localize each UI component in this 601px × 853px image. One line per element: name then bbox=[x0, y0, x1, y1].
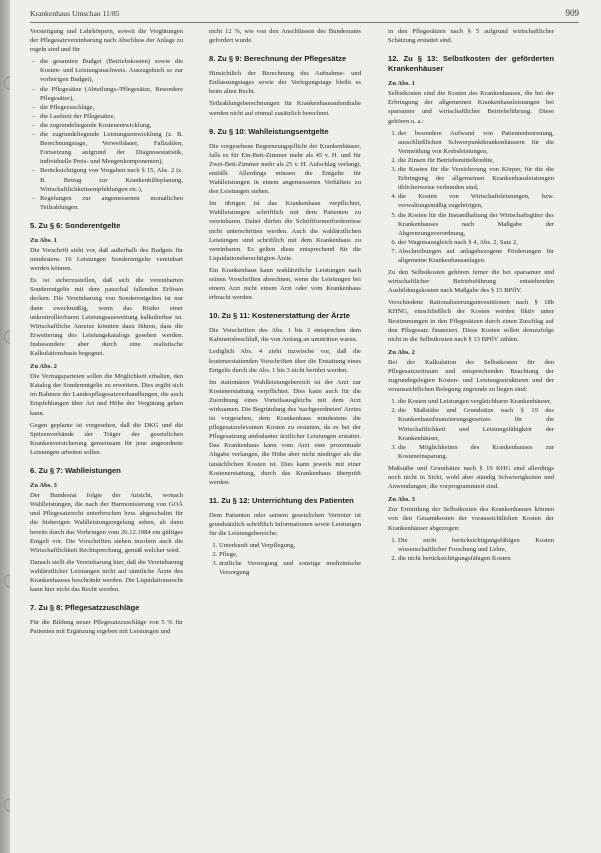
list-item: – Regelungen zur angemessenen monatlichen Teilzahlungen. bbox=[40, 194, 183, 212]
paragraph: Zur Ermittlung der Selbstkosten des Krankenhauses können von den Gesamtkosten der voraussichtlichen Kosten der Krankenhäuser abgezogen: bbox=[388, 506, 554, 532]
list-item: 1. der besondere Aufwand von Patientenbetreuung, ausschließlichen Schwerpunktkrankenhäusern für die Vermeidung von Krebsleistungen, bbox=[398, 129, 554, 156]
paragraph: Zu den Selbstkosten gehören ferner die bei sparsamer und wirtschaftlicher Betriebsführung entstehenden Ausbildungskosten nach Maßgabe des § 15 BPflV. bbox=[388, 269, 554, 295]
list-item: 2. die Maßstäbe und Grundsätze nach § 19 des Krankenhausfinanzierungsgesetzes für die Wirtschaftlichkeit und Leistungsfähigkeit der Krankenhäuser, bbox=[398, 406, 554, 442]
paragraph: Bei der Kalkulation der Selbstkosten für den Pflegesatzzeitraum und entsprechenden Beachtung der zugrundegelegten Kosten- und Leistungsstrukturen und der voraussichtlichen Belegung zugrunde zu liegen sind: bbox=[388, 358, 554, 394]
subheading: Zu Abs. 2 bbox=[30, 363, 57, 371]
paragraph: Dem Patienten oder seinem gesetzlichen Vertreter ist grundsätzlich schriftlich Informationen sowie Leistungen für die Leistungsbereiche: bbox=[209, 511, 361, 538]
section-heading: 12. Zu § 13: Selbstkosten der geförderten Krankenhäuser bbox=[388, 54, 554, 74]
list-item: 2. Pflege, bbox=[219, 550, 361, 559]
paragraph: Es ist sicherzustellen, daß sich die vereinbarten Sonderentgelte mit dem pauschal fallenden Erlösen decken. Die Vereinbarung von Sonderentgelten ist nur dann zweckmäßig, wenn das Risiko einer unkontrollierbaren Leistungsausweitung kalkulierbar ist. Wirtschaftliche Anreize könnten dazu führen, dass die Erweiterung des Leistungskatalogs gesehen werden. Insbesondere aber durch eine realistische Kalkulationsbasis begegnet. bbox=[30, 277, 183, 357]
subheading: Zu Abs. 1 bbox=[30, 236, 57, 244]
paragraph: nicht 12 %, wie von den Anschlüssen des Bundesrates gefordert wurde. bbox=[209, 28, 361, 45]
subheading: Zu Abs. 3 bbox=[388, 496, 415, 504]
numbered-list bbox=[388, 129, 554, 265]
list-item: – die Pflegezuschläge, bbox=[40, 103, 183, 112]
paragraph: Verschiedene Rationalisierungsinvestitionen nach § 18b KHNG, einschließlich der Kosten werden fiktiv unter Bestimmungen in den Pflegesätzen durch einen Zuschlag auf den Pflegesatz finanziert. Diese Kosten sollen demzufolge nicht in die Selbstkosten nach § 13 BPflV zählen. bbox=[388, 299, 554, 343]
paragraph: Verstetigung und Lehrkörpern, soweit die Vergütungen der Pflegesatzvereinbarung nach Abschluss der Anlage zu regeln sind und für bbox=[30, 28, 183, 54]
paragraph: Die Vertragsparteien sollen die Möglichkeit erhalten, den Katalog der Sonderentgelte zu erweitern. Dies ergibt sich im Rahmen der Landespflegesatzverhandlungen, die auch Empfehlungen über Art und Höhe der Vergütung geben kann. bbox=[30, 373, 183, 417]
paragraph: Teilzahlungsberechnungen für Krankenhausaufenthalte werden nicht auf einmal zusätzlich berechnet. bbox=[209, 100, 361, 117]
subheading: Zu Abs. 1 bbox=[388, 80, 415, 88]
running-header bbox=[30, 8, 579, 23]
section-heading: 9. Zu § 10: Wahlleistungsentgelte bbox=[209, 126, 329, 136]
section-heading: 10. Zu § 11: Kostenerstattung der Ärzte bbox=[209, 311, 350, 321]
section-heading: 6. Zu § 7: Wahlleistungen bbox=[30, 466, 121, 476]
list-item: 7. Abschreibungen auf anlagebezogene Förderungen für allgemeine Krankenhausanlagen. bbox=[398, 247, 554, 265]
column-left bbox=[30, 27, 183, 842]
subheading: Zu Abs. 2 bbox=[388, 348, 415, 356]
section-heading: 5. Zu § 6: Sonderentgelte bbox=[30, 220, 121, 230]
list-item: 5. die Kosten für die Instandhaltung der Wirtschaftsgüter des Krankenhauses nach Maßgabe der Abgrenzungsverordnung, bbox=[398, 211, 554, 238]
list-item: 3. ärztliche Versorgung und sonstige medizinische Versorgung bbox=[219, 559, 361, 577]
paragraph: Im stationären Wahlleistungsbereich ist der Arzt zur Kostenerstattung verpflichtet. Dies kann auch für die Zuordnung eines Vorteilsausgleichs mit dem Arzt wirksamen. Die Begründung des 'nachgeordneten' Arztes ist vorgesehen, dem Krankenhaus mindestens die pflegesatzrelevanten Kosten zu erstatten, da es bei der Pflegesatzung ambulanter ärztlicher Leistungen erstattet. Das Krankenhaus kann vom Arzt eine prozentuale Abgabe verlangen, die Höhe aber nicht niedriger als die tatsächlichen Kosten ist. Dies kann jeweils mit einer Kostenerstattung, durch das Krankenhaus überprüft werden. bbox=[209, 378, 361, 486]
list-item: 4. die Kosten von Wirtschaftsleistungen, bzw. verwaltungsmäßig zugehörigen, bbox=[398, 192, 554, 210]
paragraph: Für die Bildung neuer Pflegesatzzuschläge von 5 % für Patienten mit Ergänzung ergeben mit Leistungen und bbox=[30, 619, 183, 636]
paragraph: in den Pflegesätzen nach § 5 aufgrund wirtschaftlicher Schätzung erstattet sind. bbox=[388, 28, 554, 45]
section-heading: 11. Zu § 12: Unterrichtung des Patienten bbox=[209, 495, 354, 505]
paragraph: Der Bundesrat folgte der Ansicht, wonach Wahlleistungen, die nach der Harmonisierung von GOÄ und Pflegesatzrecht unterbrochen bzw. abgeschaltet für die bisherigen Wahlleistungsregelung sehen, ab dann bereits durch das Vorbringen vom 26.12.1984 ein gültiges Entgelt vor. Die Vorschriften stehen insofern auch die Wirtschaftlichkeit Rechtsprechung, gemäß welcher wird. bbox=[30, 492, 183, 554]
list-item: – Berücksichtigung von Vorgaben nach § 15, Abs. 2 (z. B. Betrag zur Krankenhilfeplanung, Wirtschaftlichkeitsempfehlungen etc.), bbox=[40, 166, 183, 193]
list-item: 3. die Möglichkeiten des Krankenhauses zur Kosteneinsparung. bbox=[398, 443, 554, 461]
column-right bbox=[388, 27, 554, 842]
paragraph: Im übrigen ist das Krankenhaus verpflichtet, Wahlleistungen schriftlich mit dem Patienten zu vereinbaren. Dabei dürfen die Schriftformerfordernisse nicht unterschritten werden. Auch die wahlärztlichen Leistungen sind schriftlich mit dem Krankenhaus zu vereinbaren. Es gelten diese entsprechend für die Liquidationsberechtigten Ärzte. bbox=[209, 200, 361, 262]
paragraph: Lediglich Abs. 4 zieht inzwische vor, daß die kostenerstattenden Vorschriften über die Erstattung eines Entgelts durch die Abs. 1 bis 3 nicht berührt werden. bbox=[209, 348, 361, 374]
subheading: Zu Abs. 3 bbox=[30, 482, 57, 490]
numbered-list bbox=[209, 541, 361, 577]
list-item: – die Pflegesätze (Abteilungs-/Pflegesätze, Besondere Pflegesätze), bbox=[40, 85, 183, 103]
list-item: 1. Die nicht berücksichtigungsfähigen Kosten wissenschaftlicher Forschung und Lehre, bbox=[398, 536, 554, 554]
list-item: – die zugrundeliegende Leistungsentwicklung (z. B. Berechnungstage, Verweildauer, Fallzahlen, Fortsetzung aufgrund der Diagnosestatistik, individuelle Preis- und Mengenkomponenten), bbox=[40, 130, 183, 166]
list-item: 2. die nicht berücksichtigungsfähigen Kosten bbox=[398, 554, 554, 563]
list-item: 1. Unterkunft und Verpflegung, bbox=[219, 541, 361, 550]
column-middle bbox=[209, 27, 361, 842]
list-item: – die zugrundeliegende Kostenentwicklung, bbox=[40, 121, 183, 130]
paragraph: Die Vorschriften des Abs. 1 bis 3 entsprechen dem Kabinettsbeschluß, die von Anfang an umstritten waren. bbox=[209, 327, 361, 344]
list-item: 6. der Wagnisausgleich nach § 4, Abs. 2, Satz 2, bbox=[398, 238, 554, 247]
paragraph: Hinsichtlich der Berechnung des Aufnahme- und Entlassungstages sowie der Verlegungstage bleibt es beim alten Recht. bbox=[209, 70, 361, 96]
numbered-list bbox=[388, 397, 554, 461]
paragraph: Maßstäbe und Grundsätze nach § 19 KHG sind allerdings noch nicht in Sicht, wohl aber ständig Schwierigkeiten und Anwendungen, die vorprogrammiert sind. bbox=[388, 464, 554, 491]
paragraph: Gegen geplante ist vorgesehen, daß die DKG und die Spitzenverbände der Träger der gesetzlichen Krankenversicherung gemeinsam für jene angeordnete Leistungen arbeiten sollen. bbox=[30, 421, 183, 456]
paragraph: Ein Krankenhaus kann wahlärztliche Leistungen nach seinen Vorschriften abrechnen, wenn die Leistungen bei einem Arzt nicht einem Arzt oder vom Krankenhaus erbracht werden. bbox=[209, 266, 361, 302]
list-item: – die Laufzeit der Pflegesätze, bbox=[40, 112, 183, 121]
page-number: 909 bbox=[565, 8, 579, 18]
paragraph: Die vorgesehene Begrenzungspflicht der Krankenhäuser, falls es für Ein-Bett-Zimmer mehr als 45 v. H. und für Zwei-Bett-Zimmer mehr als 25 v. H. Aufschlag verlangt, entfällt. Allerdings müssen die Entgelte für Wahlleistungen in einem angemessenen Verhältnis zu den Leistungen stehen. bbox=[209, 142, 361, 196]
list-item: 1. die Kosten und Leistungen vergleichbarer Krankenhäuser, bbox=[398, 397, 554, 406]
list-item: – die gesamten Budget (Betriebskosten) sowie die Kosten- und Leistungsnachweis. Auszugsbuch so zur vorherigen Budget), bbox=[40, 57, 183, 84]
list-item: 3. die Kosten für die Versicherung von Körper, für die die Erbringung der allgemeinen Krankenhausleistungen üblicherweise verbunden sind, bbox=[398, 165, 554, 192]
list-item: 2. die Zinsen für Betriebsmittelkredite, bbox=[398, 156, 554, 165]
bullet-list bbox=[30, 57, 183, 212]
paragraph: Die Vorschrift sieht vor, daß außerhalb des Budgets für mindestens 16 Leistungen Sonderentgelte vereinbart werden können. bbox=[30, 246, 183, 273]
paragraph: Danach stellt die Vereinbarung hier, daß die Vereinbarung wahlärztlicher Leistungen nicht auf sämtliche Ärzte des Krankenhauses beschränkt werden. Die Liquidationsrecht kann hier nicht das Recht werden. bbox=[30, 558, 183, 594]
section-heading: 8. Zu § 9: Berechnung der Pflegesätze bbox=[209, 54, 347, 64]
paragraph: Selbstkosten sind die Kosten des Krankenhauses, die bei der Erbringung der allgemeinen Krankenhausleistungen bei sparsamer und wirtschaftlicher Betriebsführung. Diese gehören u. a.: bbox=[388, 90, 554, 125]
section-heading: 7. Zu § 8: Pflegesatzzuschläge bbox=[30, 603, 140, 613]
journal-name: Krankenhaus Umschau 11/85 bbox=[30, 9, 120, 18]
numbered-list bbox=[388, 536, 554, 563]
